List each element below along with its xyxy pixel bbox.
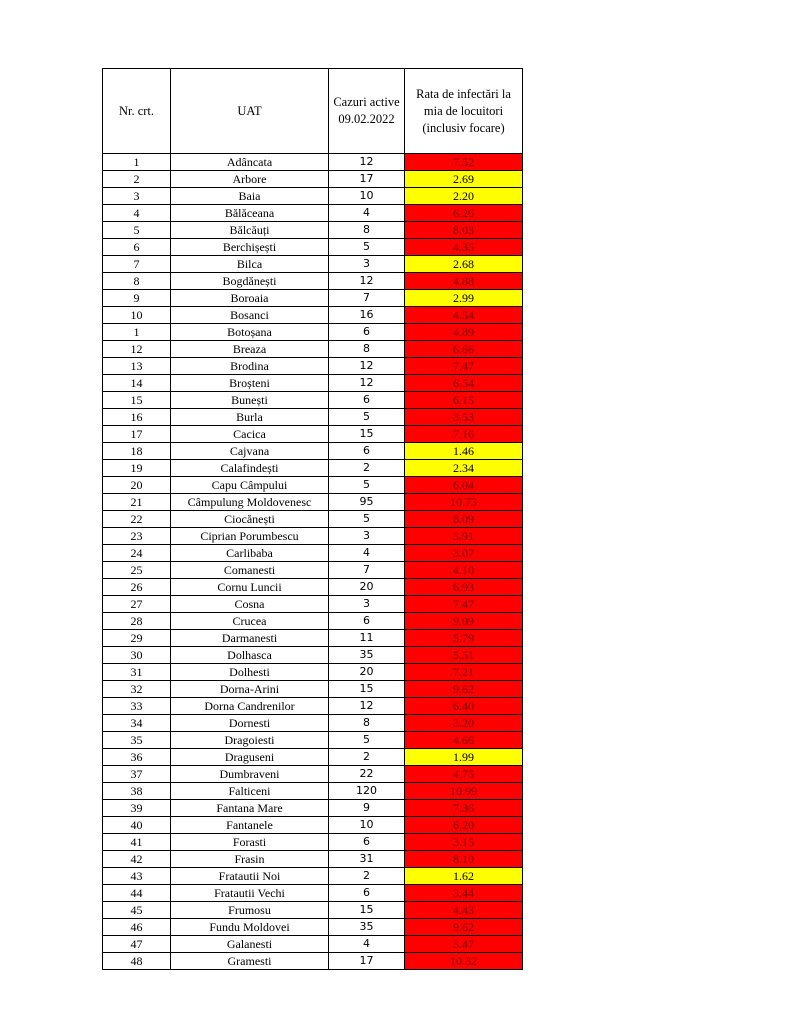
active-cases-cell: 2: [329, 868, 405, 885]
table-row: [103, 732, 523, 749]
row-number-cell: 42: [103, 851, 171, 868]
table-row: [103, 188, 523, 205]
table-row: [103, 154, 523, 171]
infection-rate-cell: 4.89: [405, 324, 523, 341]
infection-rate-cell: 6.15: [405, 392, 523, 409]
active-cases-cell: 8: [329, 222, 405, 239]
uat-name-cell: Fantanele: [171, 817, 329, 834]
infection-rate-cell: 3.20: [405, 715, 523, 732]
table-row: [103, 834, 523, 851]
infection-rate-cell: 3.53: [405, 409, 523, 426]
table-row: [103, 919, 523, 936]
table-row: [103, 681, 523, 698]
active-cases-cell: 2: [329, 749, 405, 766]
infection-rate-cell: 9.62: [405, 681, 523, 698]
row-number-cell: 47: [103, 936, 171, 953]
row-number-cell: 32: [103, 681, 171, 698]
infection-rate-cell: 2.20: [405, 188, 523, 205]
infection-rate-cell: 4.88: [405, 273, 523, 290]
infection-rate-cell: 7.21: [405, 664, 523, 681]
table-row: [103, 851, 523, 868]
active-cases-cell: 8: [329, 341, 405, 358]
row-number-cell: 8: [103, 273, 171, 290]
row-number-cell: 20: [103, 477, 171, 494]
active-cases-cell: 6: [329, 324, 405, 341]
infection-rate-cell: 1.99: [405, 749, 523, 766]
row-number-cell: 14: [103, 375, 171, 392]
infection-rate-cell: 4.10: [405, 562, 523, 579]
table-row: [103, 647, 523, 664]
uat-name-cell: Dragoiesti: [171, 732, 329, 749]
row-number-cell: 28: [103, 613, 171, 630]
row-number-cell: 46: [103, 919, 171, 936]
active-cases-cell: 15: [329, 902, 405, 919]
row-number-cell: 34: [103, 715, 171, 732]
table-row: [103, 256, 523, 273]
infection-rate-cell: 4.66: [405, 732, 523, 749]
row-number-cell: 30: [103, 647, 171, 664]
uat-name-cell: Broșteni: [171, 375, 329, 392]
active-cases-cell: 15: [329, 681, 405, 698]
uat-name-cell: Dolhesti: [171, 664, 329, 681]
row-number-cell: 27: [103, 596, 171, 613]
row-number-cell: 43: [103, 868, 171, 885]
uat-name-cell: Adâncata: [171, 154, 329, 171]
table-row: [103, 426, 523, 443]
active-cases-cell: 20: [329, 579, 405, 596]
infection-rate-cell: 6.20: [405, 817, 523, 834]
table-row: [103, 936, 523, 953]
infection-rate-cell: 9.62: [405, 919, 523, 936]
row-number-cell: 26: [103, 579, 171, 596]
header-nr: Nr. crt.: [103, 69, 171, 154]
uat-name-cell: Bălăceana: [171, 205, 329, 222]
uat-name-cell: Câmpulung Moldovenesc: [171, 494, 329, 511]
uat-name-cell: Bogdănești: [171, 273, 329, 290]
table-row: [103, 528, 523, 545]
uat-name-cell: Cajvana: [171, 443, 329, 460]
table-row: [103, 800, 523, 817]
infection-rate-cell: 4.54: [405, 307, 523, 324]
table-row: [103, 885, 523, 902]
active-cases-cell: 6: [329, 834, 405, 851]
row-number-cell: 5: [103, 222, 171, 239]
infection-rate-cell: 10.32: [405, 953, 523, 970]
table-row: [103, 324, 523, 341]
row-number-cell: 13: [103, 358, 171, 375]
table-row: [103, 460, 523, 477]
active-cases-cell: 5: [329, 239, 405, 256]
uat-name-cell: Dorna-Arini: [171, 681, 329, 698]
row-number-cell: 15: [103, 392, 171, 409]
uat-name-cell: Galanesti: [171, 936, 329, 953]
uat-name-cell: Berchișești: [171, 239, 329, 256]
table-row: [103, 358, 523, 375]
active-cases-cell: 31: [329, 851, 405, 868]
uat-name-cell: Comanesti: [171, 562, 329, 579]
row-number-cell: 1: [103, 324, 171, 341]
uat-name-cell: Arbore: [171, 171, 329, 188]
active-cases-cell: 3: [329, 528, 405, 545]
infection-rate-cell: 6.04: [405, 477, 523, 494]
active-cases-cell: 12: [329, 375, 405, 392]
infection-rate-cell: 8.03: [405, 222, 523, 239]
row-number-cell: 25: [103, 562, 171, 579]
table-row: [103, 596, 523, 613]
row-number-cell: 40: [103, 817, 171, 834]
active-cases-cell: 95: [329, 494, 405, 511]
infection-rate-cell: 1.46: [405, 443, 523, 460]
uat-name-cell: Darmanesti: [171, 630, 329, 647]
active-cases-cell: 6: [329, 885, 405, 902]
infection-rate-cell: 6.93: [405, 579, 523, 596]
active-cases-cell: 5: [329, 409, 405, 426]
table-row: [103, 392, 523, 409]
active-cases-cell: 5: [329, 511, 405, 528]
row-number-cell: 41: [103, 834, 171, 851]
active-cases-cell: 12: [329, 698, 405, 715]
infection-rate-cell: 7.36: [405, 800, 523, 817]
table-row: [103, 222, 523, 239]
infection-rate-cell: 5.79: [405, 630, 523, 647]
infection-rate-cell: 5.51: [405, 647, 523, 664]
row-number-cell: 3: [103, 188, 171, 205]
table-row: [103, 239, 523, 256]
infection-rate-cell: 2.34: [405, 460, 523, 477]
infection-rate-cell: 6.40: [405, 698, 523, 715]
uat-name-cell: Burla: [171, 409, 329, 426]
active-cases-cell: 4: [329, 936, 405, 953]
uat-name-cell: Bosanci: [171, 307, 329, 324]
infection-rate-cell: 6.66: [405, 341, 523, 358]
row-number-cell: 4: [103, 205, 171, 222]
active-cases-cell: 6: [329, 443, 405, 460]
table-header-row: [103, 69, 523, 154]
row-number-cell: 39: [103, 800, 171, 817]
uat-name-cell: Carlibaba: [171, 545, 329, 562]
table-row: [103, 562, 523, 579]
uat-name-cell: Frasin: [171, 851, 329, 868]
row-number-cell: 2: [103, 171, 171, 188]
row-number-cell: 23: [103, 528, 171, 545]
row-number-cell: 45: [103, 902, 171, 919]
uat-name-cell: Botoșana: [171, 324, 329, 341]
uat-name-cell: Dornesti: [171, 715, 329, 732]
infection-rate-cell: 6.26: [405, 205, 523, 222]
uat-name-cell: Ciprian Porumbescu: [171, 528, 329, 545]
uat-name-cell: Cosna: [171, 596, 329, 613]
infection-rate-cell: 2.99: [405, 290, 523, 307]
row-number-cell: 48: [103, 953, 171, 970]
active-cases-cell: 22: [329, 766, 405, 783]
table-row: [103, 511, 523, 528]
infection-rate-cell: 10.99: [405, 783, 523, 800]
table-row: [103, 494, 523, 511]
active-cases-cell: 35: [329, 919, 405, 936]
infection-rate-cell: 9.09: [405, 613, 523, 630]
infection-rate-cell: 7.47: [405, 358, 523, 375]
uat-name-cell: Gramesti: [171, 953, 329, 970]
infection-rate-cell: 10.73: [405, 494, 523, 511]
table-row: [103, 205, 523, 222]
uat-name-cell: Baia: [171, 188, 329, 205]
table-body: [103, 154, 523, 970]
active-cases-cell: 5: [329, 732, 405, 749]
active-cases-cell: 6: [329, 392, 405, 409]
active-cases-cell: 7: [329, 562, 405, 579]
row-number-cell: 6: [103, 239, 171, 256]
uat-name-cell: Calafindești: [171, 460, 329, 477]
active-cases-cell: 10: [329, 188, 405, 205]
table-row: [103, 273, 523, 290]
row-number-cell: 16: [103, 409, 171, 426]
uat-name-cell: Fantana Mare: [171, 800, 329, 817]
infection-rate-cell: 4.43: [405, 902, 523, 919]
table-row: [103, 290, 523, 307]
table-row: [103, 715, 523, 732]
row-number-cell: 9: [103, 290, 171, 307]
row-number-cell: 29: [103, 630, 171, 647]
active-cases-cell: 12: [329, 358, 405, 375]
table-row: [103, 817, 523, 834]
active-cases-cell: 35: [329, 647, 405, 664]
active-cases-cell: 12: [329, 154, 405, 171]
uat-name-cell: Ciocănești: [171, 511, 329, 528]
infection-rate-cell: 3.91: [405, 528, 523, 545]
active-cases-cell: 17: [329, 171, 405, 188]
table-row: [103, 868, 523, 885]
active-cases-cell: 3: [329, 256, 405, 273]
row-number-cell: 36: [103, 749, 171, 766]
table-row: [103, 783, 523, 800]
row-number-cell: 1: [103, 154, 171, 171]
infection-rate-cell: 3.47: [405, 936, 523, 953]
infection-rate-cell: 3.15: [405, 834, 523, 851]
active-cases-cell: 10: [329, 817, 405, 834]
uat-name-cell: Dumbraveni: [171, 766, 329, 783]
row-number-cell: 35: [103, 732, 171, 749]
table-row: [103, 766, 523, 783]
uat-name-cell: Capu Câmpului: [171, 477, 329, 494]
table-row: [103, 613, 523, 630]
row-number-cell: 7: [103, 256, 171, 273]
header-rate: Rata de infectări la mia de locuitori (inclusiv focare): [405, 69, 523, 154]
infection-rate-cell: 4.75: [405, 766, 523, 783]
row-number-cell: 33: [103, 698, 171, 715]
uat-name-cell: Fundu Moldovei: [171, 919, 329, 936]
table-row: [103, 579, 523, 596]
uat-name-cell: Bilca: [171, 256, 329, 273]
active-cases-cell: 7: [329, 290, 405, 307]
infection-rate-cell: 8.09: [405, 511, 523, 528]
infection-rate-cell: 7.52: [405, 154, 523, 171]
row-number-cell: 17: [103, 426, 171, 443]
table-row: [103, 341, 523, 358]
uat-name-cell: Crucea: [171, 613, 329, 630]
header-uat: UAT: [171, 69, 329, 154]
row-number-cell: 18: [103, 443, 171, 460]
row-number-cell: 21: [103, 494, 171, 511]
row-number-cell: 38: [103, 783, 171, 800]
uat-name-cell: Fratautii Noi: [171, 868, 329, 885]
table-row: [103, 307, 523, 324]
infection-rate-cell: 7.47: [405, 596, 523, 613]
uat-name-cell: Fratautii Vechi: [171, 885, 329, 902]
infection-rate-cell: 3.44: [405, 885, 523, 902]
active-cases-cell: 15: [329, 426, 405, 443]
table-row: [103, 664, 523, 681]
active-cases-cell: 17: [329, 953, 405, 970]
uat-name-cell: Cornu Luncii: [171, 579, 329, 596]
active-cases-cell: 9: [329, 800, 405, 817]
uat-name-cell: Breaza: [171, 341, 329, 358]
uat-name-cell: Bălcăuți: [171, 222, 329, 239]
table-row: [103, 171, 523, 188]
uat-name-cell: Cacica: [171, 426, 329, 443]
uat-name-cell: Bunești: [171, 392, 329, 409]
table-row: [103, 953, 523, 970]
infection-rate-cell: 4.35: [405, 239, 523, 256]
active-cases-cell: 120: [329, 783, 405, 800]
active-cases-cell: 2: [329, 460, 405, 477]
infection-rate-table: [102, 68, 523, 970]
infection-rate-cell: 7.16: [405, 426, 523, 443]
active-cases-cell: 3: [329, 596, 405, 613]
table-row: [103, 698, 523, 715]
uat-name-cell: Brodina: [171, 358, 329, 375]
active-cases-cell: 5: [329, 477, 405, 494]
table-row: [103, 545, 523, 562]
table-row: [103, 375, 523, 392]
table-row: [103, 902, 523, 919]
active-cases-cell: 16: [329, 307, 405, 324]
table-row: [103, 409, 523, 426]
uat-name-cell: Dorna Candrenilor: [171, 698, 329, 715]
active-cases-cell: 12: [329, 273, 405, 290]
row-number-cell: 24: [103, 545, 171, 562]
infection-rate-cell: 6.54: [405, 375, 523, 392]
row-number-cell: 37: [103, 766, 171, 783]
infection-rate-cell: 1.62: [405, 868, 523, 885]
row-number-cell: 10: [103, 307, 171, 324]
active-cases-cell: 11: [329, 630, 405, 647]
table-row: [103, 477, 523, 494]
row-number-cell: 19: [103, 460, 171, 477]
uat-name-cell: Falticeni: [171, 783, 329, 800]
row-number-cell: 44: [103, 885, 171, 902]
active-cases-cell: 8: [329, 715, 405, 732]
uat-name-cell: Draguseni: [171, 749, 329, 766]
infection-rate-cell: 2.68: [405, 256, 523, 273]
active-cases-cell: 20: [329, 664, 405, 681]
active-cases-cell: 4: [329, 205, 405, 222]
infection-rate-cell: 8.10: [405, 851, 523, 868]
table-row: [103, 749, 523, 766]
uat-name-cell: Forasti: [171, 834, 329, 851]
table-row: [103, 443, 523, 460]
active-cases-cell: 6: [329, 613, 405, 630]
infection-rate-cell: 2.69: [405, 171, 523, 188]
uat-name-cell: Boroaia: [171, 290, 329, 307]
uat-name-cell: Dolhasca: [171, 647, 329, 664]
table-row: [103, 630, 523, 647]
uat-name-cell: Frumosu: [171, 902, 329, 919]
row-number-cell: 22: [103, 511, 171, 528]
row-number-cell: 12: [103, 341, 171, 358]
active-cases-cell: 4: [329, 545, 405, 562]
infection-rate-cell: 3.07: [405, 545, 523, 562]
header-cases: Cazuri active 09.02.2022: [329, 69, 405, 154]
row-number-cell: 31: [103, 664, 171, 681]
